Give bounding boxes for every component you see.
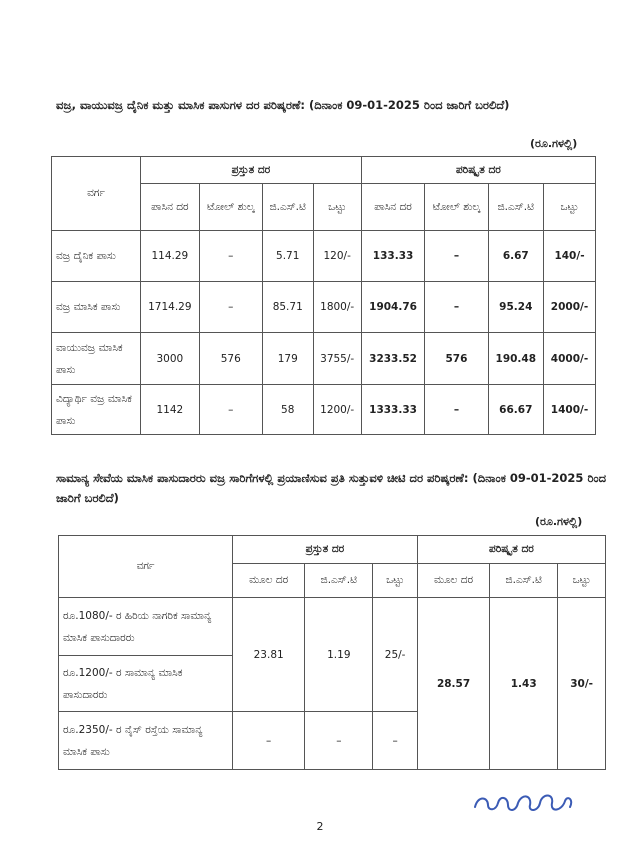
- row-category: ರೂ.1080/- ರ ಹಿರಿಯ ನಾಗರಿಕ ಸಾಮಾನ್ಯ ಮಾಸಿಕ ಪಾಸುದಾರರು: [59, 598, 233, 656]
- table-row: [52, 385, 596, 435]
- cell: 1333.33: [361, 385, 425, 435]
- cell: 3233.52: [361, 333, 425, 385]
- cell: 1904.76: [361, 282, 425, 333]
- cell: 23.81: [233, 598, 305, 712]
- header-base-rate: ಮೂಲ ದರ: [233, 564, 305, 598]
- header-total: ಒಟ್ಟು: [558, 564, 606, 598]
- cell: 1.19: [305, 598, 373, 712]
- header-total: ಒಟ್ಟು: [373, 564, 418, 598]
- cell: 58: [262, 385, 313, 435]
- section2-heading: ಸಾಮಾನ್ಯ ಸೇವೆಯ ಮಾಸಿಕ ಪಾಸುದಾರರು ವಜ್ರ ಸಾರಿಗೆಗಳಲ್ಲಿ ಪ್ರಯಾಣಿಸುವ ಪ್ರತಿ ಸುತ್ತುವಳಿ ಚೀಟಿ ದರ ಪರಿಷ್ಕರಣೆ: (ದಿನಾಂಕ 09-01-2025 ರಿಂದ ಜಾರಿಗೆ ಬರಲಿದೆ): [56, 471, 607, 505]
- cell: 190.48: [488, 333, 543, 385]
- cell: 1142: [141, 385, 200, 435]
- header-revised: ಪರಿಷ್ಕೃತ ದರ: [417, 536, 605, 564]
- cell: 2000/-: [544, 282, 596, 333]
- table-row: [52, 282, 596, 333]
- cell: 1200/-: [313, 385, 361, 435]
- cell: 4000/-: [544, 333, 596, 385]
- cell: 66.67: [488, 385, 543, 435]
- table-row: [52, 231, 596, 282]
- header-current: ಪ್ರಸ್ತುತ ದರ: [233, 536, 418, 564]
- row-category: ರೂ.2350/- ರ ನೈಸ್ ರಸ್ತೆಯ ಸಾಮಾನ್ಯ ಮಾಸಿಕ ಪಾಸು: [59, 712, 233, 770]
- cell: 133.33: [361, 231, 425, 282]
- cell: –: [425, 385, 488, 435]
- header-toll: ಟೋಲ್ ಶುಲ್ಕ: [199, 184, 262, 231]
- cell: 179: [262, 333, 313, 385]
- section1-heading: ವಜ್ರ, ವಾಯುವಜ್ರ ದೈನಿಕ ಮತ್ತು ಮಾಸಿಕ ಪಾಸುಗಳ ದರ ಪರಿಷ್ಕರಣೆ: (ದಿನಾಂಕ 09-01-2025 ರಿಂದ ಜಾರಿಗೆ ಬರಲಿದೆ): [56, 98, 510, 112]
- page-number: 2: [316, 820, 324, 833]
- cell: –: [373, 712, 418, 770]
- header-gst: ಜಿ.ಎಸ್.ಟಿ: [262, 184, 313, 231]
- header-revised: ಪರಿಷ್ಕೃತ ದರ: [361, 157, 595, 184]
- cell: 576: [425, 333, 488, 385]
- header-pass-rate: ಪಾಸಿನ ದರ: [141, 184, 200, 231]
- cell: 6.67: [488, 231, 543, 282]
- header-total: ಒಟ್ಟು: [544, 184, 596, 231]
- cell: 1714.29: [141, 282, 200, 333]
- row-category: ರೂ.1200/- ರ ಸಾಮಾನ್ಯ ಮಾಸಿಕ ಪಾಸುದಾರರು: [59, 656, 233, 712]
- header-gst: ಜಿ.ಎಸ್.ಟಿ: [305, 564, 373, 598]
- row-category: ವಜ್ರ ದೈನಿಕ ಪಾಸು: [52, 231, 141, 282]
- section1-unit: (ರೂ.ಗಳಲ್ಲಿ): [530, 137, 578, 150]
- cell: –: [199, 231, 262, 282]
- cell: 25/-: [373, 598, 418, 712]
- header-base-rate: ಮೂಲ ದರ: [417, 564, 489, 598]
- cell: 95.24: [488, 282, 543, 333]
- cell: 140/-: [544, 231, 596, 282]
- cell: –: [199, 385, 262, 435]
- cell: 5.71: [262, 231, 313, 282]
- cell: 85.71: [262, 282, 313, 333]
- cell: 28.57: [417, 598, 489, 770]
- cell: –: [199, 282, 262, 333]
- cell: –: [425, 231, 488, 282]
- header-current: ಪ್ರಸ್ತುತ ದರ: [141, 157, 362, 184]
- header-toll: ಟೋಲ್ ಶುಲ್ಕ: [425, 184, 488, 231]
- row-category: ವಜ್ರ ಮಾಸಿಕ ಪಾಸು: [52, 282, 141, 333]
- cell: 1800/-: [313, 282, 361, 333]
- header-total: ಒಟ್ಟು: [313, 184, 361, 231]
- ticket-rate-table: [58, 535, 606, 770]
- table-row: [59, 598, 606, 656]
- row-category: ವಿದ್ಯಾರ್ಥಿ ವಜ್ರ ಮಾಸಿಕ ಪಾಸು: [52, 385, 141, 435]
- pass-rate-table: [51, 156, 596, 435]
- section2-unit: (ರೂ.ಗಳಲ್ಲಿ): [535, 515, 583, 528]
- table-row: [52, 333, 596, 385]
- row-category: ವಾಯುವಜ್ರ ಮಾಸಿಕ ಪಾಸು: [52, 333, 141, 385]
- cell: 1.43: [490, 598, 558, 770]
- header-gst: ಜಿ.ಎಸ್.ಟಿ: [490, 564, 558, 598]
- cell: 3755/-: [313, 333, 361, 385]
- cell: 3000: [141, 333, 200, 385]
- header-category: ವರ್ಗ: [52, 157, 141, 231]
- cell: –: [305, 712, 373, 770]
- header-category: ವರ್ಗ: [59, 536, 233, 598]
- cell: 576: [199, 333, 262, 385]
- cell: 120/-: [313, 231, 361, 282]
- header-gst: ಜಿ.ಎಸ್.ಟಿ: [488, 184, 543, 231]
- cell: 1400/-: [544, 385, 596, 435]
- cell: –: [425, 282, 488, 333]
- signature: [470, 785, 580, 820]
- cell: –: [233, 712, 305, 770]
- cell: 114.29: [141, 231, 200, 282]
- header-pass-rate: ಪಾಸಿನ ದರ: [361, 184, 425, 231]
- cell: 30/-: [558, 598, 606, 770]
